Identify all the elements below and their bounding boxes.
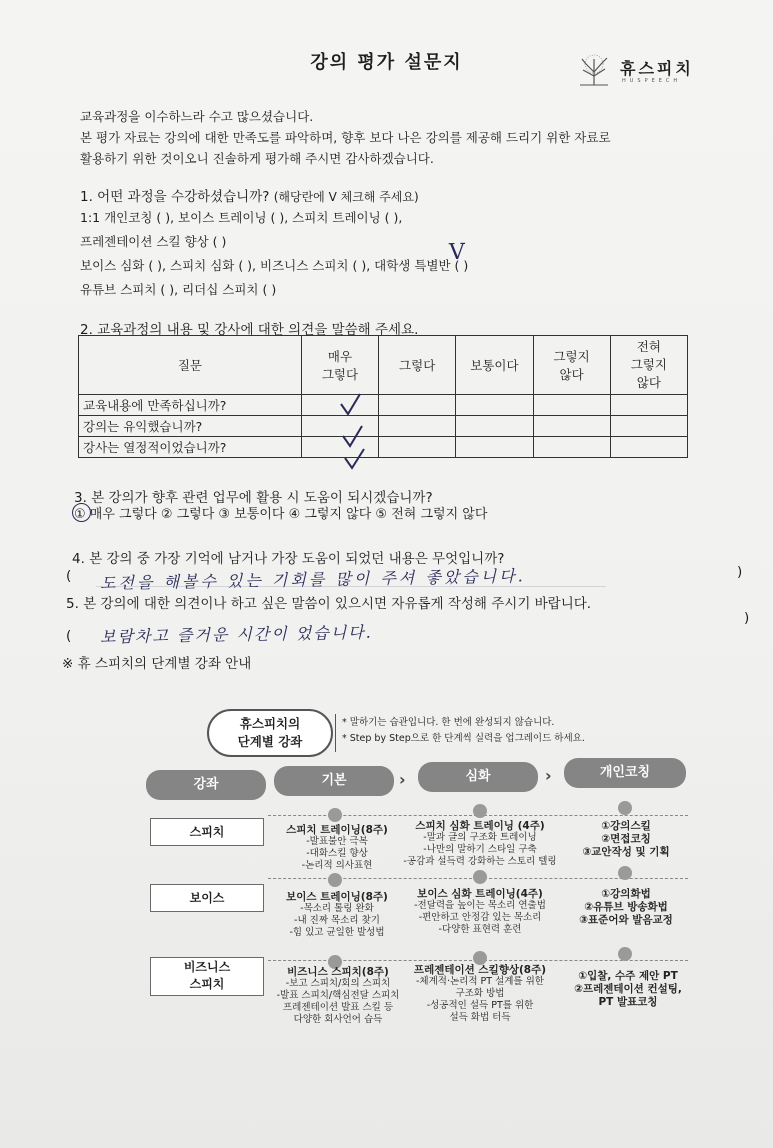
table-header: 보통이다 bbox=[456, 336, 533, 395]
course-cell bbox=[400, 888, 560, 936]
intro-line: 활용하기 위한 것이오니 진솔하게 평가해 주시면 감사하겠습니다. bbox=[80, 151, 434, 166]
course-cell-line: 프레젠테이션 발표 스킬 등 bbox=[282, 1002, 393, 1013]
step-dot bbox=[473, 951, 487, 965]
q1-check-mark: V bbox=[448, 239, 466, 266]
course-cell-line: -전달력을 높이는 목소리 연출법 bbox=[414, 900, 546, 911]
course-cell-line: -다양한 표현력 훈련 bbox=[438, 924, 522, 935]
q1-option-line: 보이스 심화 ( ), 스피치 심화 ( ), 비즈니스 스피치 ( ), 대학생 특별반 ( ) bbox=[80, 258, 469, 273]
intro-line: 교육과정을 이수하느라 수고 많으셨습니다. bbox=[80, 109, 314, 124]
table-cell-question: 강의는 유익했습니까? bbox=[79, 416, 302, 437]
course-cell-line: 구조화 방법 bbox=[455, 988, 505, 999]
course-cell-line: -목소리 톨링 완화 bbox=[300, 903, 374, 914]
course-cell-line: -발표 스피치/핵심전달 스피치 bbox=[276, 990, 400, 1001]
q2-title: 2. 교육과정의 내용 및 강사에 대한 의견을 말씀해 주세요. bbox=[80, 322, 419, 338]
course-cell-line: -편안하고 안정감 있는 목소리 bbox=[418, 912, 542, 923]
column-header-coaching: 개인코칭 bbox=[564, 758, 686, 788]
step-dot bbox=[328, 873, 342, 887]
course-cell-line: ②면접코칭 bbox=[601, 833, 651, 845]
course-cell bbox=[566, 970, 690, 1009]
column-header-advanced: 심화 bbox=[418, 762, 538, 792]
course-cell-title: 보이스 심화 트레이닝(4주) bbox=[417, 888, 543, 900]
course-cell-title: 스피치 심화 트레이닝 (4주) bbox=[415, 820, 545, 832]
q1-option-line: 유튜브 스피치 ( ), 리더십 스피치 ( ) bbox=[80, 282, 277, 297]
badge-line: 단계별 강좌 bbox=[237, 734, 303, 749]
q3-title: 3. 본 강의가 향후 관련 업무에 활용 시 도움이 되시겠습니까? bbox=[74, 490, 433, 506]
course-cell-line: -대화스킬 향상 bbox=[306, 848, 368, 859]
course-cell-line: -힘 있고 균일한 발성법 bbox=[289, 927, 385, 938]
answer-guide bbox=[96, 586, 606, 587]
course-cell bbox=[262, 824, 412, 872]
column-header-course: 강좌 bbox=[146, 770, 266, 800]
q1-option-line: 프레젠테이션 스킬 향상 ( ) bbox=[80, 234, 227, 249]
column-header-basic: 기본 bbox=[274, 766, 394, 796]
q3-options: ① 매우 그렇다 ② 그렇다 ③ 보통이다 ④ 그렇지 않다 ⑤ 전혀 그렇지 않다 bbox=[74, 507, 488, 522]
table-header: 전혀 그렇지 않다 bbox=[610, 336, 687, 395]
category-business-speech: 비즈니스 스피치 bbox=[150, 957, 264, 996]
table-header: 질문 bbox=[79, 336, 302, 395]
table-cell-question: 교육내용에 만족하십니까? bbox=[79, 395, 302, 416]
category-voice: 보이스 bbox=[150, 884, 264, 912]
chevron-right-icon: › bbox=[545, 766, 552, 785]
q4-open-paren: ( bbox=[66, 568, 72, 584]
course-cell-title: ①입찰, 수주 제안 PT bbox=[578, 970, 678, 982]
step-dot bbox=[473, 870, 487, 884]
course-cell-line: -체계적·논리적 PT 설계를 위한 bbox=[416, 976, 544, 987]
step-dot bbox=[618, 866, 632, 880]
course-cell-line: -발표불안 극복 bbox=[306, 836, 368, 847]
q4-close-paren: ) bbox=[737, 564, 743, 580]
step-dot bbox=[618, 947, 632, 961]
course-cell bbox=[262, 891, 412, 939]
intro-line: 본 평가 자료는 강의에 대한 만족도를 파악하며, 향후 보다 나은 강의를 제공해 드리기 위한 자료로 bbox=[80, 130, 611, 145]
q1-title-text: 1. 어떤 과정을 수강하셨습니까? bbox=[80, 189, 270, 205]
q5-open-paren: ( bbox=[66, 628, 72, 644]
course-cell-line: ③교안작성 및 기획 bbox=[582, 846, 670, 858]
logo-name: 휴스피치 bbox=[620, 59, 694, 78]
category-speech: 스피치 bbox=[150, 818, 264, 846]
table-cell-question: 강사는 열정적이었습니까? bbox=[79, 437, 302, 458]
table-header: 매우 그렇다 bbox=[301, 336, 378, 395]
page-title: 강의 평가 설문지 bbox=[310, 52, 463, 73]
course-cell-title: 스피치 트레이닝(8주) bbox=[286, 824, 388, 836]
q1-option-line: 1:1 개인코칭 ( ), 보이스 트레이닝 ( ), 스피치 트레이닝 ( ), bbox=[80, 210, 403, 225]
chevron-right-icon: › bbox=[399, 770, 406, 789]
course-cell bbox=[566, 820, 686, 859]
course-cell-line: -공감과 설득력 강화하는 스토리 텔링 bbox=[403, 856, 557, 867]
course-cell bbox=[400, 820, 560, 868]
program-note: * 말하기는 습관입니다. 한 번에 완성되지 않습니다. bbox=[342, 717, 555, 728]
course-cell bbox=[400, 964, 560, 1024]
course-cell bbox=[258, 966, 418, 1026]
q5-title: 5. 본 강의에 대한 의견이나 하고 싶은 말씀이 있으시면 자유롭게 작성해 주시기 바랍니다. bbox=[66, 596, 592, 612]
q5-close-paren: ) bbox=[744, 610, 750, 626]
table-header: 그렇지 않다 bbox=[533, 336, 610, 395]
course-cell bbox=[566, 888, 686, 927]
q5-handwritten-answer: 보람차고 즐거운 시간이 었습니다. bbox=[99, 622, 373, 647]
course-cell-line: -논리적 의사표현 bbox=[301, 860, 373, 871]
course-cell-line: PT 발표코칭 bbox=[598, 996, 658, 1008]
course-cell-title: 프레젠테이션 스킬향상(8주) bbox=[413, 964, 547, 976]
course-cell-line: ③표준어와 발음교정 bbox=[579, 914, 673, 926]
course-cell-title: 비즈니스 스피치(8주) bbox=[287, 966, 389, 978]
course-cell-line: -성공적인 설득 PT를 위한 bbox=[426, 1000, 534, 1011]
program-badge bbox=[207, 709, 333, 757]
q4-title: 4. 본 강의 중 가장 기억에 남거나 가장 도움이 되었던 내용은 무엇입니까? bbox=[72, 551, 505, 567]
course-cell-line: -나만의 말하기 스타일 구축 bbox=[423, 844, 537, 855]
program-note: * Step by Step으로 한 단계씩 실력을 업그레이드 하세요. bbox=[342, 733, 585, 744]
course-cell-line: ②유튜브 방송화법 bbox=[584, 901, 668, 913]
guide-title: ※ 휴 스피치의 단계별 강좌 안내 bbox=[62, 656, 252, 672]
course-cell-title: 보이스 트레이닝(8주) bbox=[286, 891, 388, 903]
step-dot bbox=[473, 804, 487, 818]
q3-selected-circle bbox=[72, 503, 91, 522]
course-cell-line: 다양한 회사언어 습득 bbox=[293, 1014, 383, 1025]
step-dot bbox=[328, 808, 342, 822]
course-cell-line: 설득 화법 터득 bbox=[449, 1012, 511, 1023]
course-cell-line: -보고 스피치/회의 스피치 bbox=[285, 978, 391, 989]
q4-handwritten-answer: 도전을 해볼수 있는 기회를 많이 주셔 좋았습니다. bbox=[99, 566, 526, 593]
course-cell-line: -내 진짜 목소리 찾기 bbox=[294, 915, 380, 926]
q1-hint: (해당란에 V 체크해 주세요) bbox=[273, 190, 419, 204]
course-cell-line: -말과 글의 구조화 트레이닝 bbox=[423, 832, 537, 843]
step-dot bbox=[618, 801, 632, 815]
logo-subtitle: HUSPEECH bbox=[622, 78, 682, 84]
course-cell-title: ①강의화법 bbox=[601, 888, 651, 900]
course-cell-title: ①강의스킬 bbox=[601, 820, 651, 832]
badge-line: 휴스피치의 bbox=[239, 716, 301, 731]
course-cell-line: ②프레젠테이션 컨설팅, bbox=[574, 983, 682, 995]
table-header: 그렇다 bbox=[379, 336, 456, 395]
badge-divider bbox=[335, 714, 336, 752]
